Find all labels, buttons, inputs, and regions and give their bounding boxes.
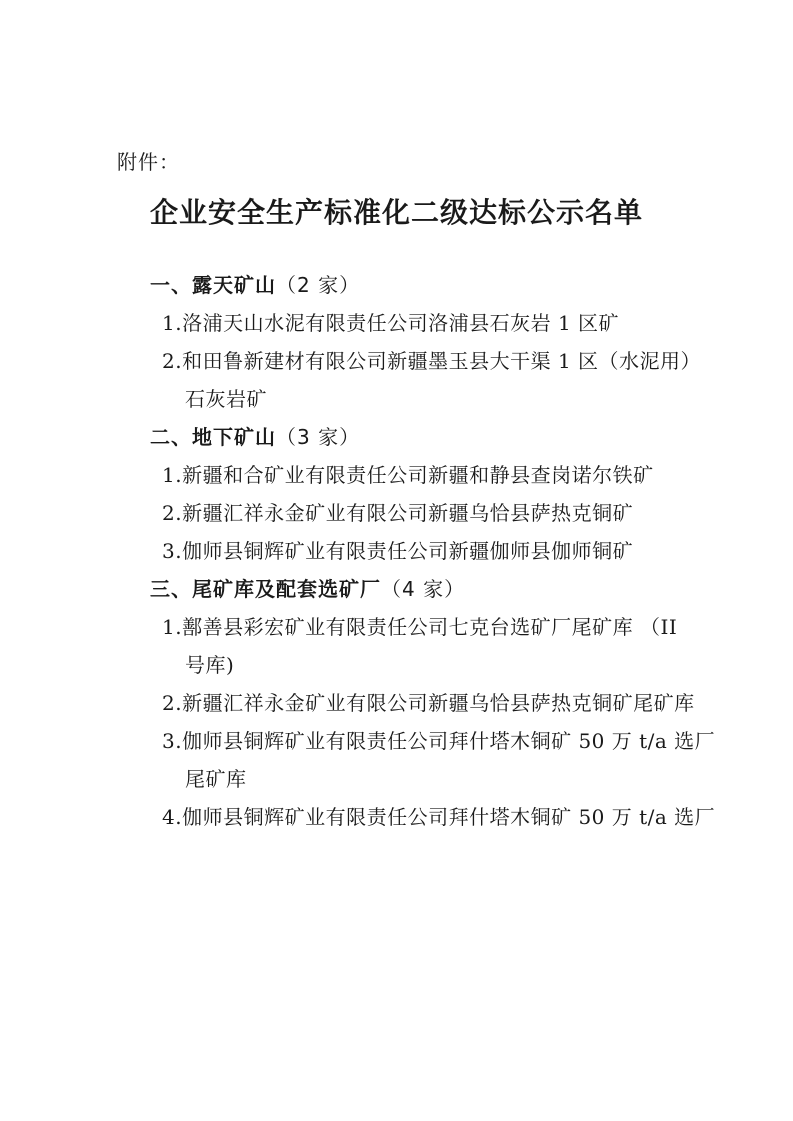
item-text-continuation: 号库) [185, 653, 235, 677]
section-underground-mines [150, 418, 730, 570]
item-text: 伽师县铜辉矿业有限责任公司新疆伽师县伽师铜矿 [182, 539, 634, 563]
item-text-continuation: 尾矿库 [185, 767, 247, 791]
item-text: 洛浦天山水泥有限责任公司洛浦县石灰岩 1 区矿 [182, 311, 620, 335]
section-count: （2 家） [276, 273, 361, 297]
item-text: 和田鲁新建材有限公司新疆墨玉县大干渠 1 区（水泥用） [182, 349, 702, 373]
list-item [150, 494, 730, 532]
section-heading-text: 二、地下矿山 [150, 425, 276, 449]
document-title: 企业安全生产标准化二级达标公示名单 [149, 196, 643, 229]
item-text: 新疆汇祥永金矿业有限公司新疆乌恰县萨热克铜矿 [182, 501, 634, 525]
document-body [150, 266, 730, 836]
section-count: （4 家） [381, 577, 466, 601]
list-item [150, 342, 730, 418]
item-text: 伽师县铜辉矿业有限责任公司拜什塔木铜矿 50 万 t/a 选厂 [182, 805, 716, 829]
item-number: 3. [162, 729, 183, 753]
section-heading-text: 三、尾矿库及配套选矿厂 [150, 577, 381, 601]
item-text: 伽师县铜辉矿业有限责任公司拜什塔木铜矿 50 万 t/a 选厂 [182, 729, 716, 753]
item-number: 4. [162, 805, 183, 829]
section-open-pit-mines [150, 266, 730, 418]
section-count: （3 家） [276, 425, 361, 449]
item-number: 1. [162, 615, 183, 639]
list-item [150, 684, 730, 722]
item-number: 1. [162, 311, 183, 335]
item-number: 2. [162, 691, 183, 715]
list-item [150, 304, 730, 342]
section-heading [150, 418, 730, 456]
section-heading-text: 一、露天矿山 [150, 273, 276, 297]
item-text: 新疆和合矿业有限责任公司新疆和静县查岗诺尔铁矿 [182, 463, 654, 487]
item-number: 2. [162, 501, 183, 525]
attachment-label: 附件： [117, 150, 180, 174]
section-heading [150, 266, 730, 304]
item-number: 2. [162, 349, 183, 373]
list-item [150, 532, 730, 570]
list-item [150, 456, 730, 494]
section-heading [150, 570, 730, 608]
item-text: 鄯善县彩宏矿业有限责任公司七克台选矿厂尾矿库 （II [182, 615, 678, 639]
section-tailings-ponds [150, 570, 730, 836]
list-item [150, 722, 730, 798]
list-item [150, 798, 730, 836]
item-text-continuation: 石灰岩矿 [185, 387, 267, 411]
item-number: 1. [162, 463, 183, 487]
item-text: 新疆汇祥永金矿业有限公司新疆乌恰县萨热克铜矿尾矿库 [182, 691, 695, 715]
item-number: 3. [162, 539, 183, 563]
list-item [150, 608, 730, 684]
